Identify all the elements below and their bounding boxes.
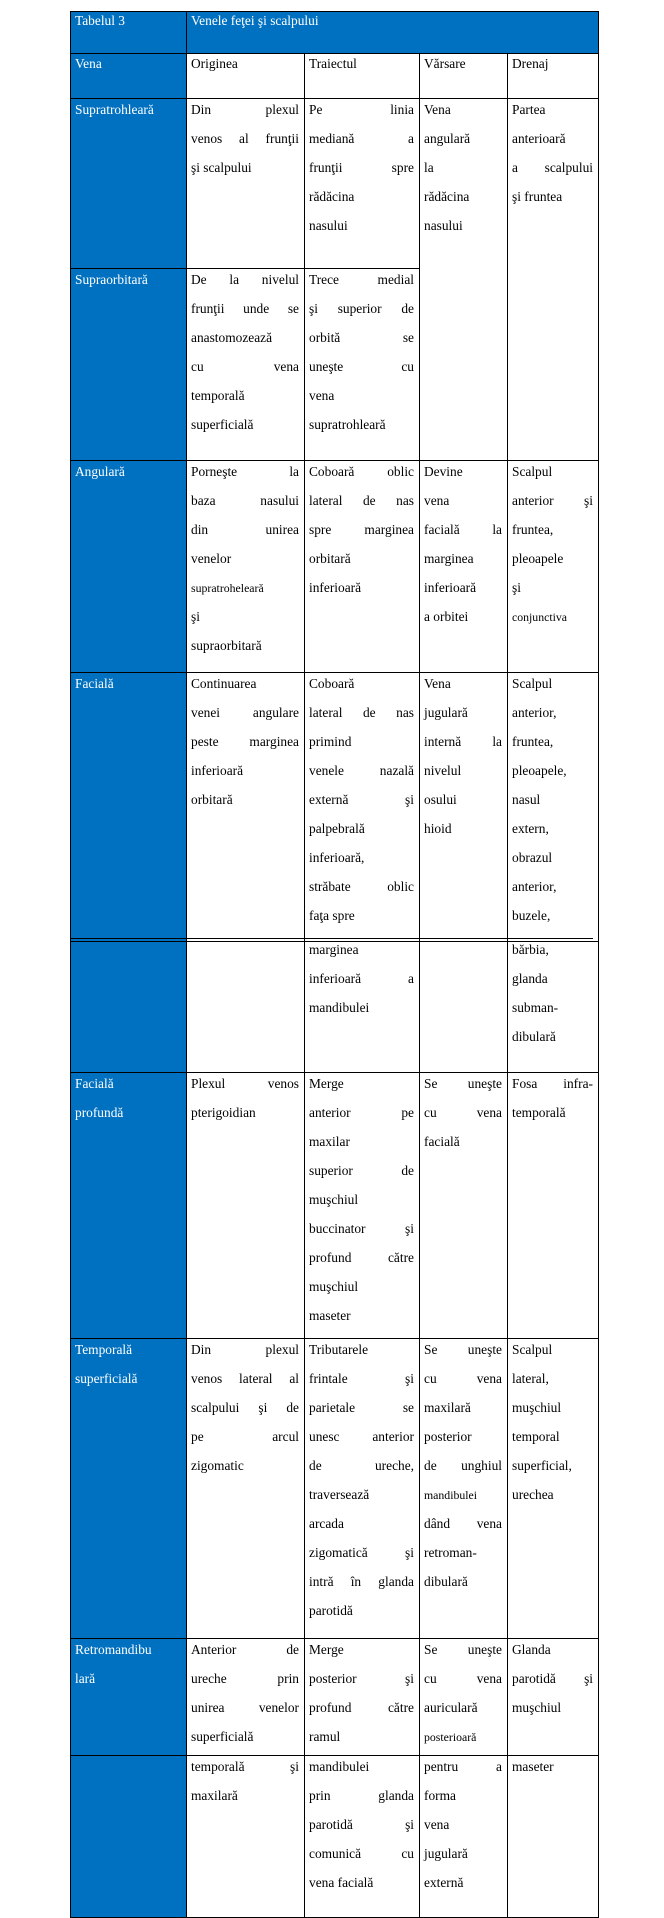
cell-text: inferioară,: [309, 850, 365, 865]
cell-text: şi superior de: [309, 301, 414, 316]
cell-text: jugulară: [424, 1846, 468, 1861]
cell-text: lateral de nas: [309, 493, 414, 508]
cell-text: primind: [309, 734, 352, 749]
cell-text: pleoapele: [512, 551, 564, 566]
cell-text: a scalpului: [512, 160, 593, 175]
cell-text: muşchiul: [512, 1400, 562, 1415]
cell-text: pe arcul: [191, 1429, 299, 1444]
vena-name: Supraorbitară: [75, 272, 148, 287]
cell-text: pleoapele,: [512, 763, 567, 778]
cell-text: hioid: [424, 821, 452, 836]
cell-text: anterior şi: [512, 493, 593, 508]
cell-text: Vena: [424, 676, 451, 691]
cell-text: Merge: [309, 1076, 344, 1091]
cell-text: de ureche,: [309, 1458, 414, 1473]
cell-text: buccinator şi: [309, 1221, 414, 1236]
cell-text: şi scalpului: [191, 160, 252, 175]
cell-text: facială: [424, 1134, 460, 1149]
cell-text: supratrohleară: [309, 417, 386, 432]
cell-text: ramul: [309, 1729, 341, 1744]
cell-text: bărbia,: [512, 942, 549, 957]
cell-text: osului: [424, 792, 457, 807]
cell-text: străbate oblic: [309, 879, 414, 894]
cell-text: Se uneşte: [424, 1642, 502, 1657]
cell-text: palpebrală: [309, 821, 365, 836]
vena-name: profundă: [75, 1105, 124, 1120]
cell-text: nasul: [512, 792, 541, 807]
cell-text: temporal: [512, 1429, 560, 1444]
cell-text: spre marginea: [309, 522, 414, 537]
vena-name: Facială: [75, 1076, 114, 1091]
cell-text: inferioară: [309, 580, 362, 595]
cell-text: mandibulei: [309, 1759, 370, 1774]
vena-name: Supratrohleară: [75, 102, 154, 117]
cell-text: zigomatică şi: [309, 1545, 414, 1560]
cell-text: conjunctiva: [512, 610, 568, 624]
cell-text: cu vena: [424, 1371, 502, 1386]
cell-text: intră în glanda: [309, 1574, 414, 1589]
cell-text: angulară: [424, 131, 471, 146]
cell-text: maxilară: [191, 1788, 238, 1803]
cell-text: cu vena: [191, 359, 299, 374]
cell-text: Din plexul: [191, 1342, 299, 1357]
cell-text: Scalpul: [512, 464, 553, 479]
cell-text: Glanda: [512, 1642, 551, 1657]
column-header-2: Traiectul: [309, 56, 357, 71]
cell-text: profund către: [309, 1700, 414, 1715]
cell-text: Anterior de: [191, 1642, 299, 1657]
grid-line: [70, 941, 598, 942]
column-header-3: Vărsare: [424, 56, 466, 71]
cell-text: de unghiul: [424, 1458, 502, 1473]
cell-text: anterior,: [512, 705, 557, 720]
cell-text: inferioară: [424, 580, 477, 595]
cell-text: nasului: [424, 218, 463, 233]
cell-text: maxilară: [424, 1400, 471, 1415]
cell-text: Tributarele: [309, 1342, 369, 1357]
cell-text: facială la: [424, 522, 502, 537]
grid-line: [70, 1755, 598, 1756]
cell-text: parotidă şi: [512, 1671, 593, 1686]
cell-text: venei angulare: [191, 705, 299, 720]
grid-line: [598, 11, 599, 1918]
cell-text: parotidă: [309, 1603, 353, 1618]
table-label: Tabelul 3: [75, 13, 126, 28]
cell-text: Partea: [512, 102, 546, 117]
grid-line: [70, 268, 419, 269]
cell-text: muşchiul: [309, 1192, 359, 1207]
table-title: Venele feţei şi scalpului: [191, 13, 319, 28]
cell-text: vena: [309, 388, 335, 403]
cell-text: dibulară: [512, 1029, 556, 1044]
cell-text: Coboară oblic: [309, 464, 414, 479]
cell-text: muşchiul: [512, 1700, 562, 1715]
grid-line: [70, 53, 598, 54]
vena-name: Temporală: [75, 1342, 133, 1357]
cell-text: Coboară: [309, 676, 355, 691]
cell-text: inferioară a: [309, 971, 414, 986]
cell-text: ureche prin: [191, 1671, 299, 1686]
cell-text: şi: [191, 609, 200, 624]
cell-text: cu vena: [424, 1671, 502, 1686]
cell-text: jugulară: [424, 705, 468, 720]
cell-text: urechea: [512, 1487, 554, 1502]
cell-text: frintale şi: [309, 1371, 414, 1386]
cell-text: Trece medial: [309, 272, 414, 287]
cell-text: maseter: [309, 1308, 351, 1323]
cell-text: retroman-: [424, 1545, 477, 1560]
cell-text: unirea venelor: [191, 1700, 299, 1715]
cell-text: supratroheleară: [191, 581, 264, 595]
cell-text: rădăcina: [424, 189, 470, 204]
vena-name: superficială: [75, 1371, 138, 1386]
cell-text: internă la: [424, 734, 502, 749]
cell-text: subman-: [512, 1000, 559, 1015]
column-header-0: Vena: [75, 56, 102, 71]
cell-text: marginea: [309, 942, 359, 957]
cell-text: temporală şi: [191, 1759, 299, 1774]
cell-text: şi fruntea: [512, 189, 563, 204]
grid-line: [70, 98, 598, 99]
grid-line: [70, 938, 593, 939]
cell-text: pentru a: [424, 1759, 502, 1774]
cell-text: Fosa infra-: [512, 1076, 593, 1091]
cell-text: temporală: [191, 388, 245, 403]
cell-text: prin glanda: [309, 1788, 414, 1803]
cell-text: posterioară: [424, 1730, 477, 1744]
cell-text: şi: [512, 580, 521, 595]
grid-line: [70, 672, 598, 673]
cell-text: Vena: [424, 102, 451, 117]
cell-text: obrazul: [512, 850, 553, 865]
cell-text: Se uneşte: [424, 1076, 502, 1091]
cell-text: la: [424, 160, 434, 175]
cell-text: extern,: [512, 821, 549, 836]
column-header-4: Drenaj: [512, 56, 549, 71]
cell-text: orbită se: [309, 330, 414, 345]
cell-text: Din plexul: [191, 102, 299, 117]
cell-text: nivelul: [424, 763, 462, 778]
cell-text: lateral de nas: [309, 705, 414, 720]
vena-name: Facială: [75, 676, 114, 691]
cell-text: muşchiul: [309, 1279, 359, 1294]
cell-text: mandibulei: [424, 1488, 478, 1502]
cell-text: scalpului şi de: [191, 1400, 299, 1415]
cell-text: anterioară: [512, 131, 566, 146]
cell-text: venos al frunţii: [191, 131, 299, 146]
cell-text: Devine: [424, 464, 463, 479]
cell-text: parietale se: [309, 1400, 414, 1415]
vena-name: Retromandibu: [75, 1642, 152, 1657]
cell-text: auriculară: [424, 1700, 478, 1715]
cell-text: maseter: [512, 1759, 554, 1774]
cell-text: Porneşte la: [191, 464, 299, 479]
cell-text: lateral,: [512, 1371, 549, 1386]
cell-text: marginea: [424, 551, 474, 566]
cell-text: vena: [424, 1817, 450, 1832]
cell-text: externă şi: [309, 792, 414, 807]
cell-text: anterior pe: [309, 1105, 414, 1120]
grid-line: [70, 1072, 598, 1073]
cell-text: venos lateral al: [191, 1371, 299, 1386]
column-header-1: Originea: [191, 56, 238, 71]
cell-text: maxilar: [309, 1134, 350, 1149]
cell-text: pterigoidian: [191, 1105, 256, 1120]
cell-text: unesc anterior: [309, 1429, 414, 1444]
cell-text: glanda: [512, 971, 548, 986]
cell-text: Merge: [309, 1642, 344, 1657]
cell-text: Pe linia: [309, 102, 414, 117]
cell-text: fruntea,: [512, 734, 554, 749]
cell-text: mandibulei: [309, 1000, 370, 1015]
cell-text: comunică cu: [309, 1846, 414, 1861]
cell-text: superficială: [191, 1729, 254, 1744]
cell-text: dibulară: [424, 1574, 468, 1589]
cell-text: orbitară: [191, 792, 233, 807]
cell-text: anterior,: [512, 879, 557, 894]
cell-text: faţa spre: [309, 908, 355, 923]
cell-text: arcada: [309, 1516, 344, 1531]
cell-text: vena facială: [309, 1875, 374, 1890]
cell-text: superficială: [191, 417, 254, 432]
grid-line: [70, 11, 598, 12]
cell-text: Scalpul: [512, 1342, 553, 1357]
cell-text: baza nasului: [191, 493, 299, 508]
cell-text: zigomatic: [191, 1458, 244, 1473]
cell-text: posterior: [424, 1429, 472, 1444]
cell-text: nasului: [309, 218, 348, 233]
cell-text: peste marginea: [191, 734, 299, 749]
cell-text: Scalpul: [512, 676, 553, 691]
cell-text: inferioară: [191, 763, 244, 778]
cell-text: venelor: [191, 551, 232, 566]
grid-line: [70, 11, 71, 1917]
cell-text: traversează: [309, 1487, 370, 1502]
cell-text: superior de: [309, 1163, 414, 1178]
grid-line: [186, 11, 187, 53]
cell-text: supraorbitară: [191, 638, 262, 653]
grid-line: [70, 460, 598, 461]
cell-text: externă: [424, 1875, 464, 1890]
grid-line: [70, 1338, 598, 1339]
vena-name: Angulară: [75, 464, 125, 479]
grid-line: [70, 1638, 598, 1639]
cell-text: temporală: [512, 1105, 566, 1120]
cell-text: din unirea: [191, 522, 299, 537]
cell-text: superficial,: [512, 1458, 572, 1473]
cell-text: posterior şi: [309, 1671, 414, 1686]
cell-text: uneşte cu: [309, 359, 414, 374]
cell-text: frunţii unde se: [191, 301, 299, 316]
cell-text: anastomozează: [191, 330, 273, 345]
cell-text: rădăcina: [309, 189, 355, 204]
cell-text: vena: [424, 493, 450, 508]
cell-text: profund către: [309, 1250, 414, 1265]
cell-text: a orbitei: [424, 609, 469, 624]
cell-text: frunţii spre: [309, 160, 414, 175]
cell-text: dând vena: [424, 1516, 502, 1531]
cell-text: fruntea,: [512, 522, 554, 537]
cell-text: buzele,: [512, 908, 551, 923]
cell-text: cu vena: [424, 1105, 502, 1120]
cell-text: venele nazală: [309, 763, 414, 778]
vena-name: lară: [75, 1671, 96, 1686]
cell-text: orbitară: [309, 551, 351, 566]
cell-text: Se uneşte: [424, 1342, 502, 1357]
cell-text: De la nivelul: [191, 272, 299, 287]
cell-text: Plexul venos: [191, 1076, 299, 1091]
cell-text: Continuarea: [191, 676, 257, 691]
cell-text: forma: [424, 1788, 456, 1803]
cell-text: parotidă şi: [309, 1817, 414, 1832]
cell-text: mediană a: [309, 131, 414, 146]
